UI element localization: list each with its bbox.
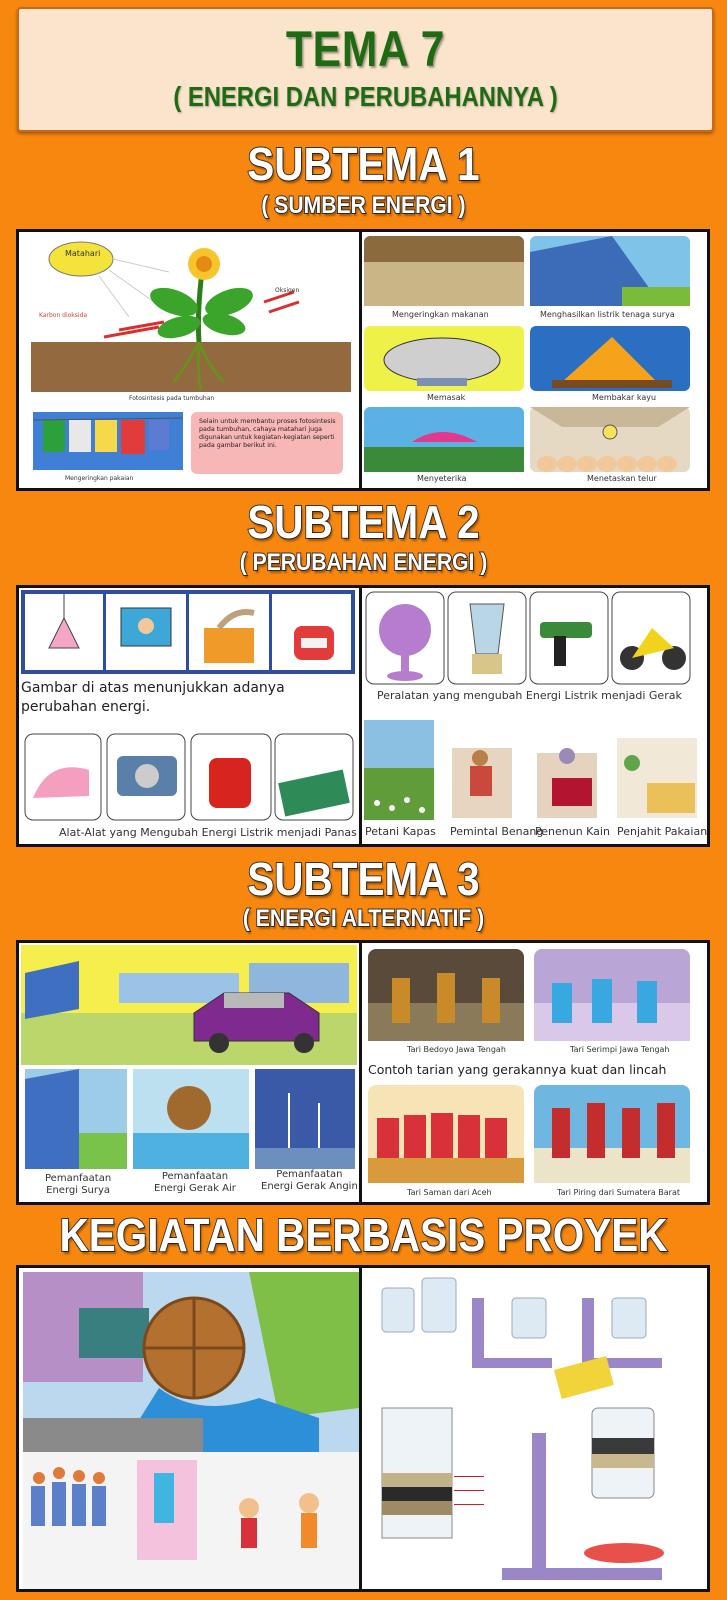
alt-caption-3 xyxy=(261,1169,358,1193)
dance-text: Contoh tarian yang gerakannya kuat dan lincah xyxy=(368,1062,667,1077)
alt-caption-3-line1: Pemanfaatan xyxy=(276,1169,343,1180)
change-energy-text: Gambar di atas menunjukkan adanya perubahan energi. xyxy=(21,680,285,715)
alt-caption-1 xyxy=(45,1173,111,1197)
energy-uses-grid xyxy=(362,232,707,488)
heat-caption: Alat-Alat yang Mengubah Energi Listrik menjadi Panas xyxy=(59,826,357,839)
watermill-graphic xyxy=(19,1268,359,1589)
uses-caption-3: Memasak xyxy=(427,393,466,402)
uses-caption-5: Menyeterika xyxy=(417,474,467,483)
oksigen-label: Oksigen xyxy=(275,287,300,294)
dance-caption-1: Tari Bedoyo Jawa Tengah xyxy=(407,1045,506,1054)
theme-subtitle: ( ENERGI DAN PERUBAHANNYA ) xyxy=(173,81,558,112)
dance-caption-2: Tari Serimpi Jawa Tengah xyxy=(570,1045,670,1054)
subtema3-title: SUBTEMA 3 xyxy=(247,853,480,905)
subtema1-subtitle: ( SUMBER ENERGI ) xyxy=(261,192,466,219)
proyek-panel xyxy=(16,1265,710,1592)
subtema3-panel xyxy=(16,940,710,1205)
dance-caption-3: Tari Saman dari Aceh xyxy=(407,1188,492,1197)
water-filter-graphic xyxy=(362,1268,707,1589)
pakaian-caption: Mengeringkan pakaian xyxy=(65,475,134,482)
dance-caption-4: Tari Piring dari Sumatera Barat xyxy=(557,1188,680,1197)
alt-caption-2-line1: Pemanfaatan xyxy=(161,1171,229,1182)
subtema2-panel xyxy=(16,585,710,847)
subtema1-title: SUBTEMA 1 xyxy=(247,138,480,190)
subtema3-subtitle: ( ENERGI ALTERNATIF ) xyxy=(242,905,485,932)
person-3: Penenun Kain xyxy=(535,825,610,838)
subtema2-subtitle: ( PERUBAHAN ENERGI ) xyxy=(239,549,488,576)
motion-appliances xyxy=(362,588,707,844)
fotosintesis-caption: Fotosintesis pada tumbuhan xyxy=(129,395,215,402)
proyek-title: KEGIATAN BERBASIS PROYEK xyxy=(59,1209,668,1261)
karbon-label: Karbon dioksida xyxy=(39,312,88,319)
uses-caption-1: Mengeringkan makanan xyxy=(392,310,489,319)
motion-appliances-graphic xyxy=(362,588,707,844)
watermill-illustration xyxy=(19,1268,362,1589)
alt-caption-1-line2: Energi Surya xyxy=(46,1185,111,1196)
alternative-energy-graphic xyxy=(19,943,359,1202)
uses-caption-6: Menetaskan telur xyxy=(587,474,657,483)
matahari-label: Matahari xyxy=(65,249,101,258)
person-2: Pemintal Benang xyxy=(450,825,544,838)
alternative-energy xyxy=(19,943,362,1202)
person-1: Petani Kapas xyxy=(365,825,436,838)
theme-header xyxy=(17,7,714,132)
uses-caption-4: Membakar kayu xyxy=(592,393,657,402)
dance-examples xyxy=(362,943,707,1202)
energy-uses-graphic xyxy=(362,232,707,488)
uses-caption-2: Menghasilkan listrik tenaga surya xyxy=(540,310,675,319)
alt-caption-1-line1: Pemanfaatan xyxy=(45,1173,112,1184)
person-4: Penjahit Pakaian xyxy=(617,825,708,838)
alt-caption-3-line2: Energi Gerak Angin xyxy=(261,1181,358,1192)
photosynthesis-illustration xyxy=(19,232,362,488)
alt-caption-2-line2: Energi Gerak Air xyxy=(154,1183,236,1194)
theme-title: TEMA 7 xyxy=(285,21,446,77)
motion-caption: Peralatan yang mengubah Energi Listrik menjadi Gerak xyxy=(377,689,682,702)
water-filter-illustration xyxy=(362,1268,707,1589)
sunlight-note: Selain untuk membantu proses fotosintesis pada tumbuhan, cahaya matahari juga digunakan untuk kegiatan-kegiatan seperti pada gambar berikut ini. xyxy=(199,418,336,449)
subtema1-panel xyxy=(16,229,710,491)
heat-appliances xyxy=(19,588,362,844)
alt-caption-2 xyxy=(154,1171,236,1195)
subtema2-title: SUBTEMA 2 xyxy=(247,496,480,548)
